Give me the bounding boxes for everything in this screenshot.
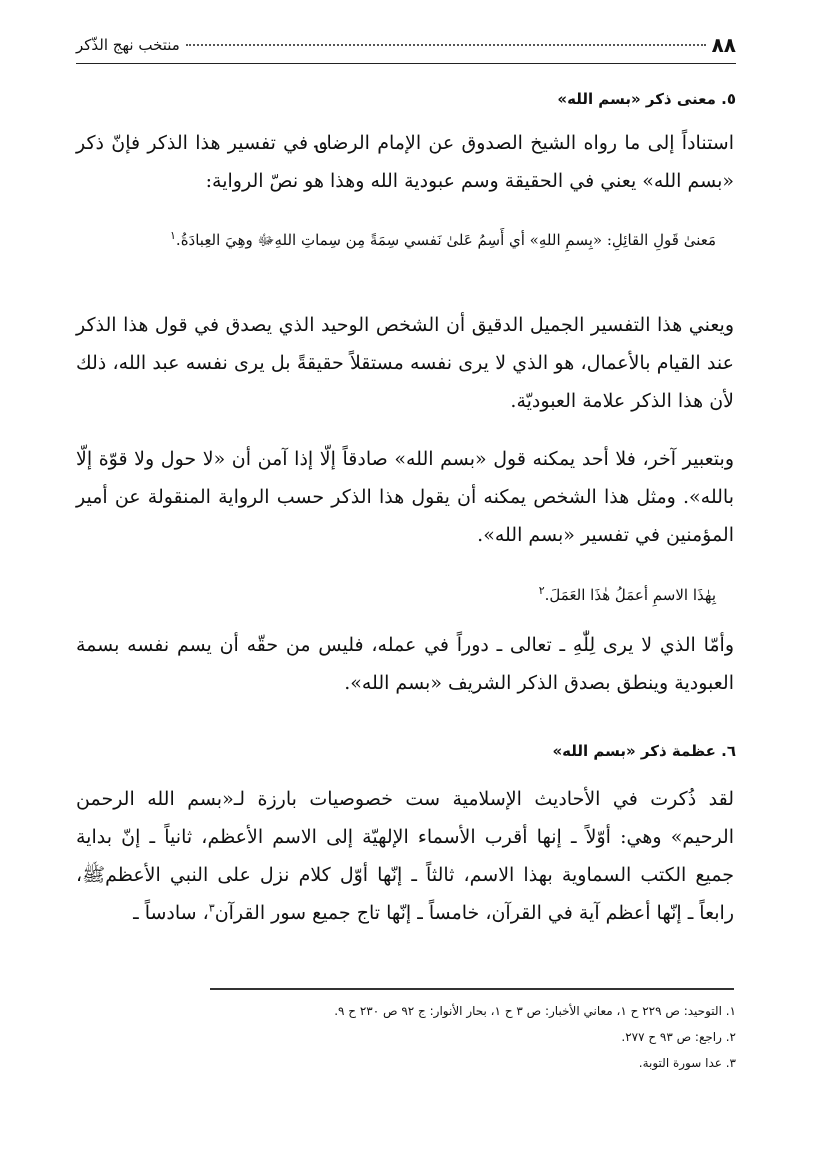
header-dotted-leader <box>186 44 706 46</box>
paragraph-text-tail: ، سادساً ـ <box>133 902 209 924</box>
footnote-ref: ٢ <box>538 584 545 597</box>
paragraph <box>76 780 734 932</box>
section-heading-5: ٥. معنى ذكر «بسم الله» <box>557 90 736 108</box>
hadith-quote-text: مَعنىٰ قَولِ القائِلِ: «بِسمِ اللهِ» أي أَسِمُ عَلىٰ نَفسي سِمَةً مِن سِماتِ اللهِ‎ﷻ وهِيَ العِبادَةُ. <box>175 231 716 249</box>
footnote-2: ٢. راجع: ص ٩٣ ح ٢٧٧. <box>621 1030 736 1044</box>
paragraph: وأمّا الذي لا يرى لِلّٰهِ ـ تعالى ـ دوراً في عمله، فليس من حقّه أن يسم نفسه بسمة العبودية وينطق بصدق الذكر الشريف «بسم الله». <box>76 634 734 694</box>
page-header <box>76 30 736 60</box>
section-heading-6: ٦. عظمة ذكر «بسم الله» <box>552 742 736 760</box>
footnotes <box>76 998 736 1076</box>
footnote-ref: ٣ <box>208 901 215 915</box>
paragraph: وبتعبير آخر، فلا أحد يمكنه قول «بسم الله» صادقاً إلّا إذا آمن أن «لا حول ولا قوّة إلّا بالله». ومثل هذا الشخص يمكنه أن يقول هذا الذكر حسب الرواية المنقولة عن أمير المؤمنين في تفسير «بسم الله». <box>76 448 734 546</box>
running-title: منتخب نهج الذّكر <box>76 36 180 54</box>
page-number: ٨٨ <box>711 33 736 57</box>
hadith-quote <box>76 580 716 610</box>
footnote-ref: ١ <box>170 229 176 242</box>
footnote-1: ١. التوحيد: ص ٢٢٩ ح ١، معاني الأخبار: ص ٣ ح ١، بحار الأنوار: ج ٩٢ ص ٢٣٠ ح ٩. <box>334 1004 736 1018</box>
paragraph: استناداً إلى ما رواه الشيخ الصدوق عن الإمام الرضا؈ في تفسير هذا الذكر فإنّ ذكر «بسم الله» يعني في الحقيقة وسم عبودية الله وهذا هو نصّ الرواية: <box>76 132 734 192</box>
paragraph-text: لقد ذُكرت في الأحاديث الإسلامية ست خصوصيات بارزة لـ«بسم الله الرحمن الرحيم» وهي: أوّلاً ـ إنها أقرب الأسماء الإلهيّة إلى الاسم الأعظم، ثانياً ـ إنّ بداية جميع الكتب السماوية بهذا الاسم، ثالثاً ـ إنّها أوّل كلام نزل على النبي الأعظم‎ﷺ، رابعاً ـ إنّها أعظم آية في القرآن، خامساً ـ إنّها تاج جميع سور القرآن <box>76 788 734 924</box>
hadith-quote-text: بِهٰذَا الاسمِ أعمَلُ هٰذَا العَمَلَ. <box>544 586 716 604</box>
footnote-rule <box>210 988 734 990</box>
paragraph: ويعني هذا التفسير الجميل الدقيق أن الشخص الوحيد الذي يصدق في قول هذا الذكر عند القيام بالأعمال، هو الذي لا يرى نفسه مستقلاً حقيقةً بل يرى نفسه عبد الله، ذلك لأن هذا الذكر علامة العبوديّة. <box>76 314 734 412</box>
hadith-quote <box>76 222 716 258</box>
footnote-3: ٣. عدا سورة التوبة. <box>638 1056 736 1070</box>
header-rule <box>76 63 736 64</box>
